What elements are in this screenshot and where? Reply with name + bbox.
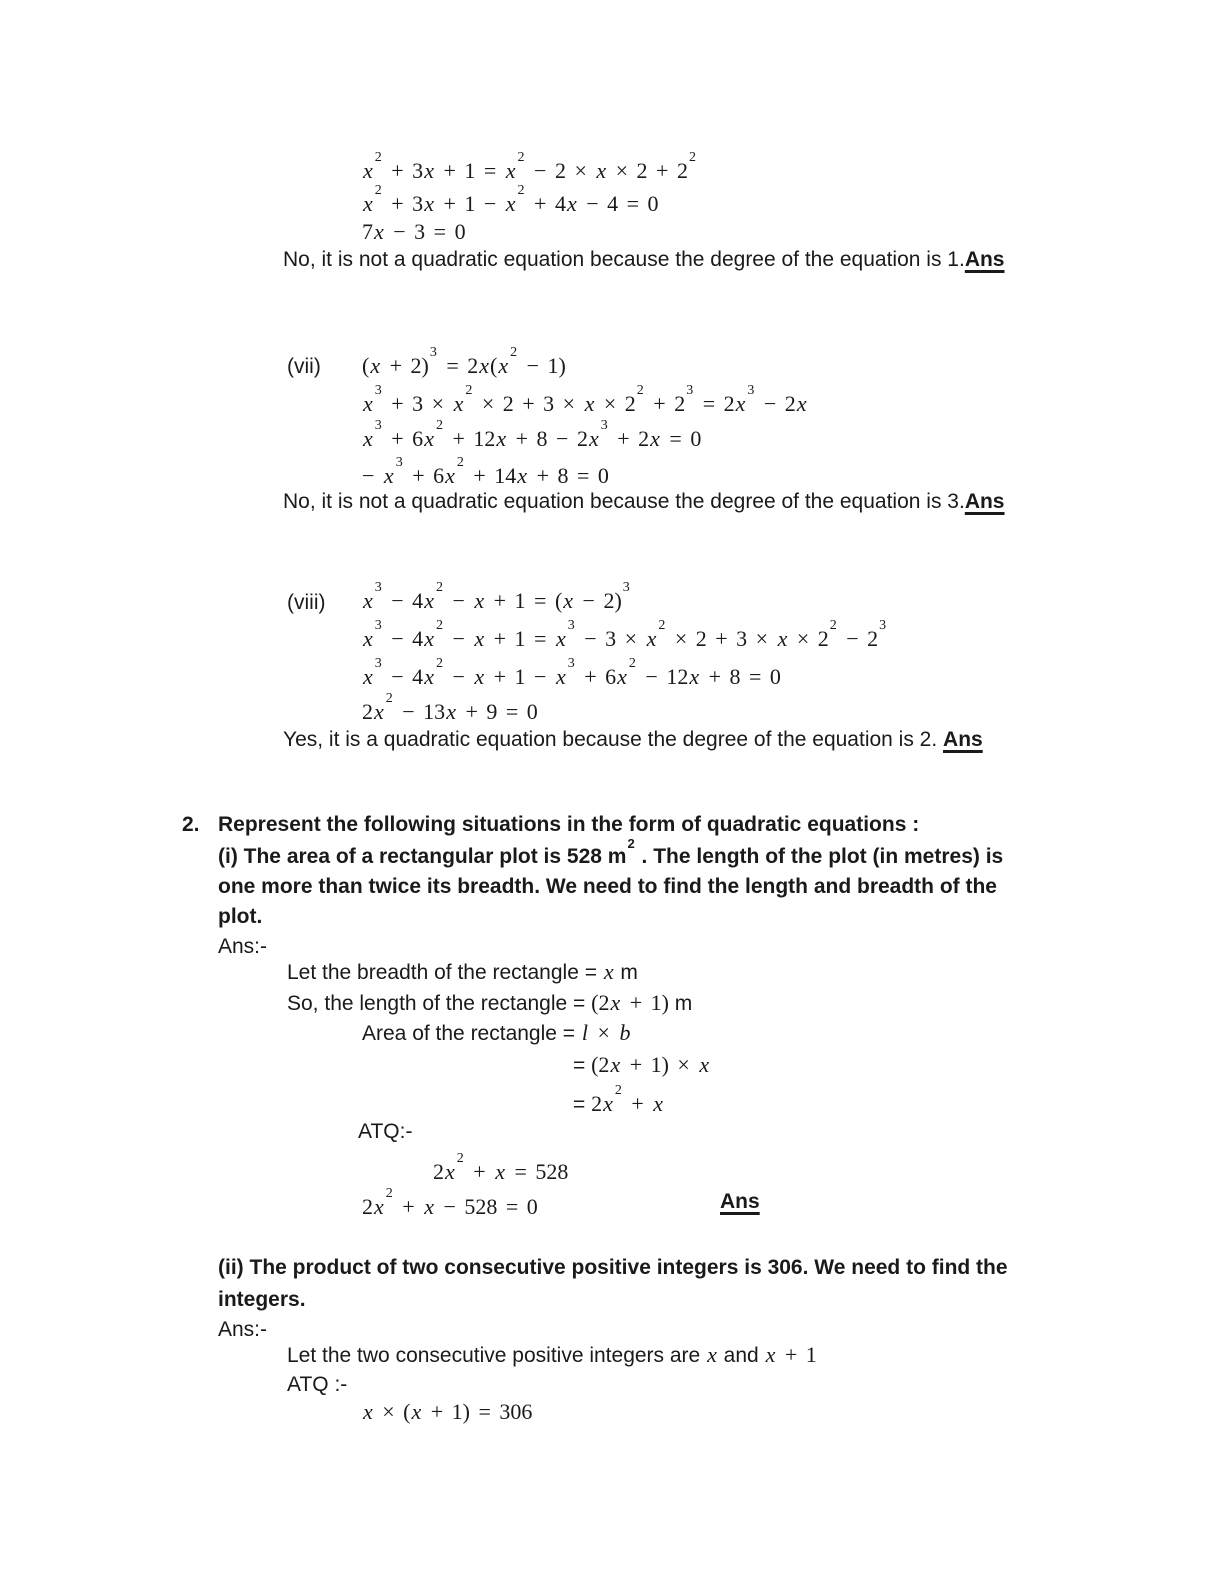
ans-badge-part-i: Ans bbox=[720, 1190, 760, 1213]
equation-528-standard-form: $2x^2 + x - 528 = 0$ bbox=[362, 1185, 538, 1219]
ans-heading-part-i: Ans:- bbox=[218, 935, 268, 958]
question-heading: Represent the following situations in the form of quadratic equations : bbox=[218, 813, 920, 836]
step-let-integers: Let the two consecutive positive integers are x and x + 1 bbox=[287, 1342, 817, 1367]
equation-line-vi-2: $x^2 + 3x + 1 - x^2 + 4x - 4 = 0$ bbox=[363, 182, 659, 216]
conclusion-viii bbox=[283, 726, 983, 753]
atq-label-part-i: ATQ:- bbox=[358, 1120, 413, 1143]
step-so-length: So, the length of the rectangle = (2x + 1) m bbox=[287, 990, 693, 1015]
ans-heading-part-ii: Ans:- bbox=[218, 1318, 268, 1341]
equation-line-vii-1: $(x + 2)^3 = 2x(x^2 - 1)$ bbox=[362, 344, 566, 378]
equation-line-vii-2: $x^3 + 3 \times x^2 \times 2 + 3 \times x \times 2^2 + 2^3 = 2x^3 - 2x$ bbox=[363, 382, 807, 416]
atq-label-part-ii: ATQ :- bbox=[287, 1373, 348, 1396]
conclusion-vii bbox=[283, 488, 1005, 515]
part-i-statement-line-2: one more than twice its breadth. We need to find the length and breadth of the bbox=[218, 875, 997, 898]
conclusion-vii-text: No, it is not a quadratic equation because the degree of the equation is 3. bbox=[283, 490, 965, 513]
ans-badge-viii: Ans bbox=[943, 728, 983, 751]
equation-306: x × (x + 1) = 306 bbox=[363, 1399, 533, 1424]
equation-line-vii-4: − $x^3 + 6x^2 + 14x + 8 = 0$ bbox=[362, 454, 609, 488]
equation-line-viii-4: $2x^2 - 13x + 9 = 0$ bbox=[362, 690, 538, 724]
equation-line-vi-1: $x^2 + 3x + 1 = x^2 - 2 \times x \times 2 + 2^2$ bbox=[363, 149, 696, 183]
equation-528: $2x^2 + x = 528$ bbox=[433, 1150, 569, 1184]
step-area-simplified: = $2x^2 + x$ bbox=[573, 1082, 664, 1116]
part-i-statement-line-1: (i) The area of a rectangular plot is 528 $m^2$ . The length of the plot (in metres) is bbox=[218, 836, 1004, 868]
question-number: 2. bbox=[182, 813, 200, 836]
conclusion-viii-text: Yes, it is a quadratic equation because the degree of the equation is 2. bbox=[283, 728, 944, 751]
part-ii-statement-line-2: integers. bbox=[218, 1288, 306, 1311]
equation-line-viii-1: $x^3 - 4x^2 - x + 1 = (x - 2)^3$ bbox=[363, 579, 630, 613]
equation-line-viii-3: $x^3 - 4x^2 - x + 1 - x^3 + 6x^2 - 12x + 8 = 0$ bbox=[363, 655, 781, 689]
item-label-vii: (vii) bbox=[287, 355, 321, 378]
equation-line-vi-3: 7x − 3 = 0 bbox=[362, 219, 466, 244]
part-i-statement-line-3: plot. bbox=[218, 905, 263, 928]
step-area: Area of the rectangle = l × b bbox=[362, 1020, 631, 1045]
ans-badge-vii: Ans bbox=[964, 490, 1005, 513]
item-label-viii: (viii) bbox=[287, 591, 326, 614]
conclusion-vi bbox=[283, 246, 1005, 273]
conclusion-vi-text: No, it is not a quadratic equation because the degree of the equation is 1. bbox=[283, 248, 965, 271]
equation-line-vii-3: $x^3 + 6x^2 + 12x + 8 - 2x^3 + 2x = 0$ bbox=[363, 417, 702, 451]
part-ii-statement-line-1: (ii) The product of two consecutive positive integers is 306. We need to find the bbox=[218, 1256, 1008, 1279]
step-let-breadth: Let the breadth of the rectangle = x m bbox=[287, 959, 638, 984]
step-area-expand: = (2x + 1) × x bbox=[573, 1052, 710, 1077]
ans-badge-vi: Ans bbox=[964, 248, 1005, 271]
equation-line-viii-2: $x^3 - 4x^2 - x + 1 = x^3 - 3 \times x^2 \times 2 + 3 \times x \times 2^2 - 2^3$ bbox=[363, 617, 887, 651]
